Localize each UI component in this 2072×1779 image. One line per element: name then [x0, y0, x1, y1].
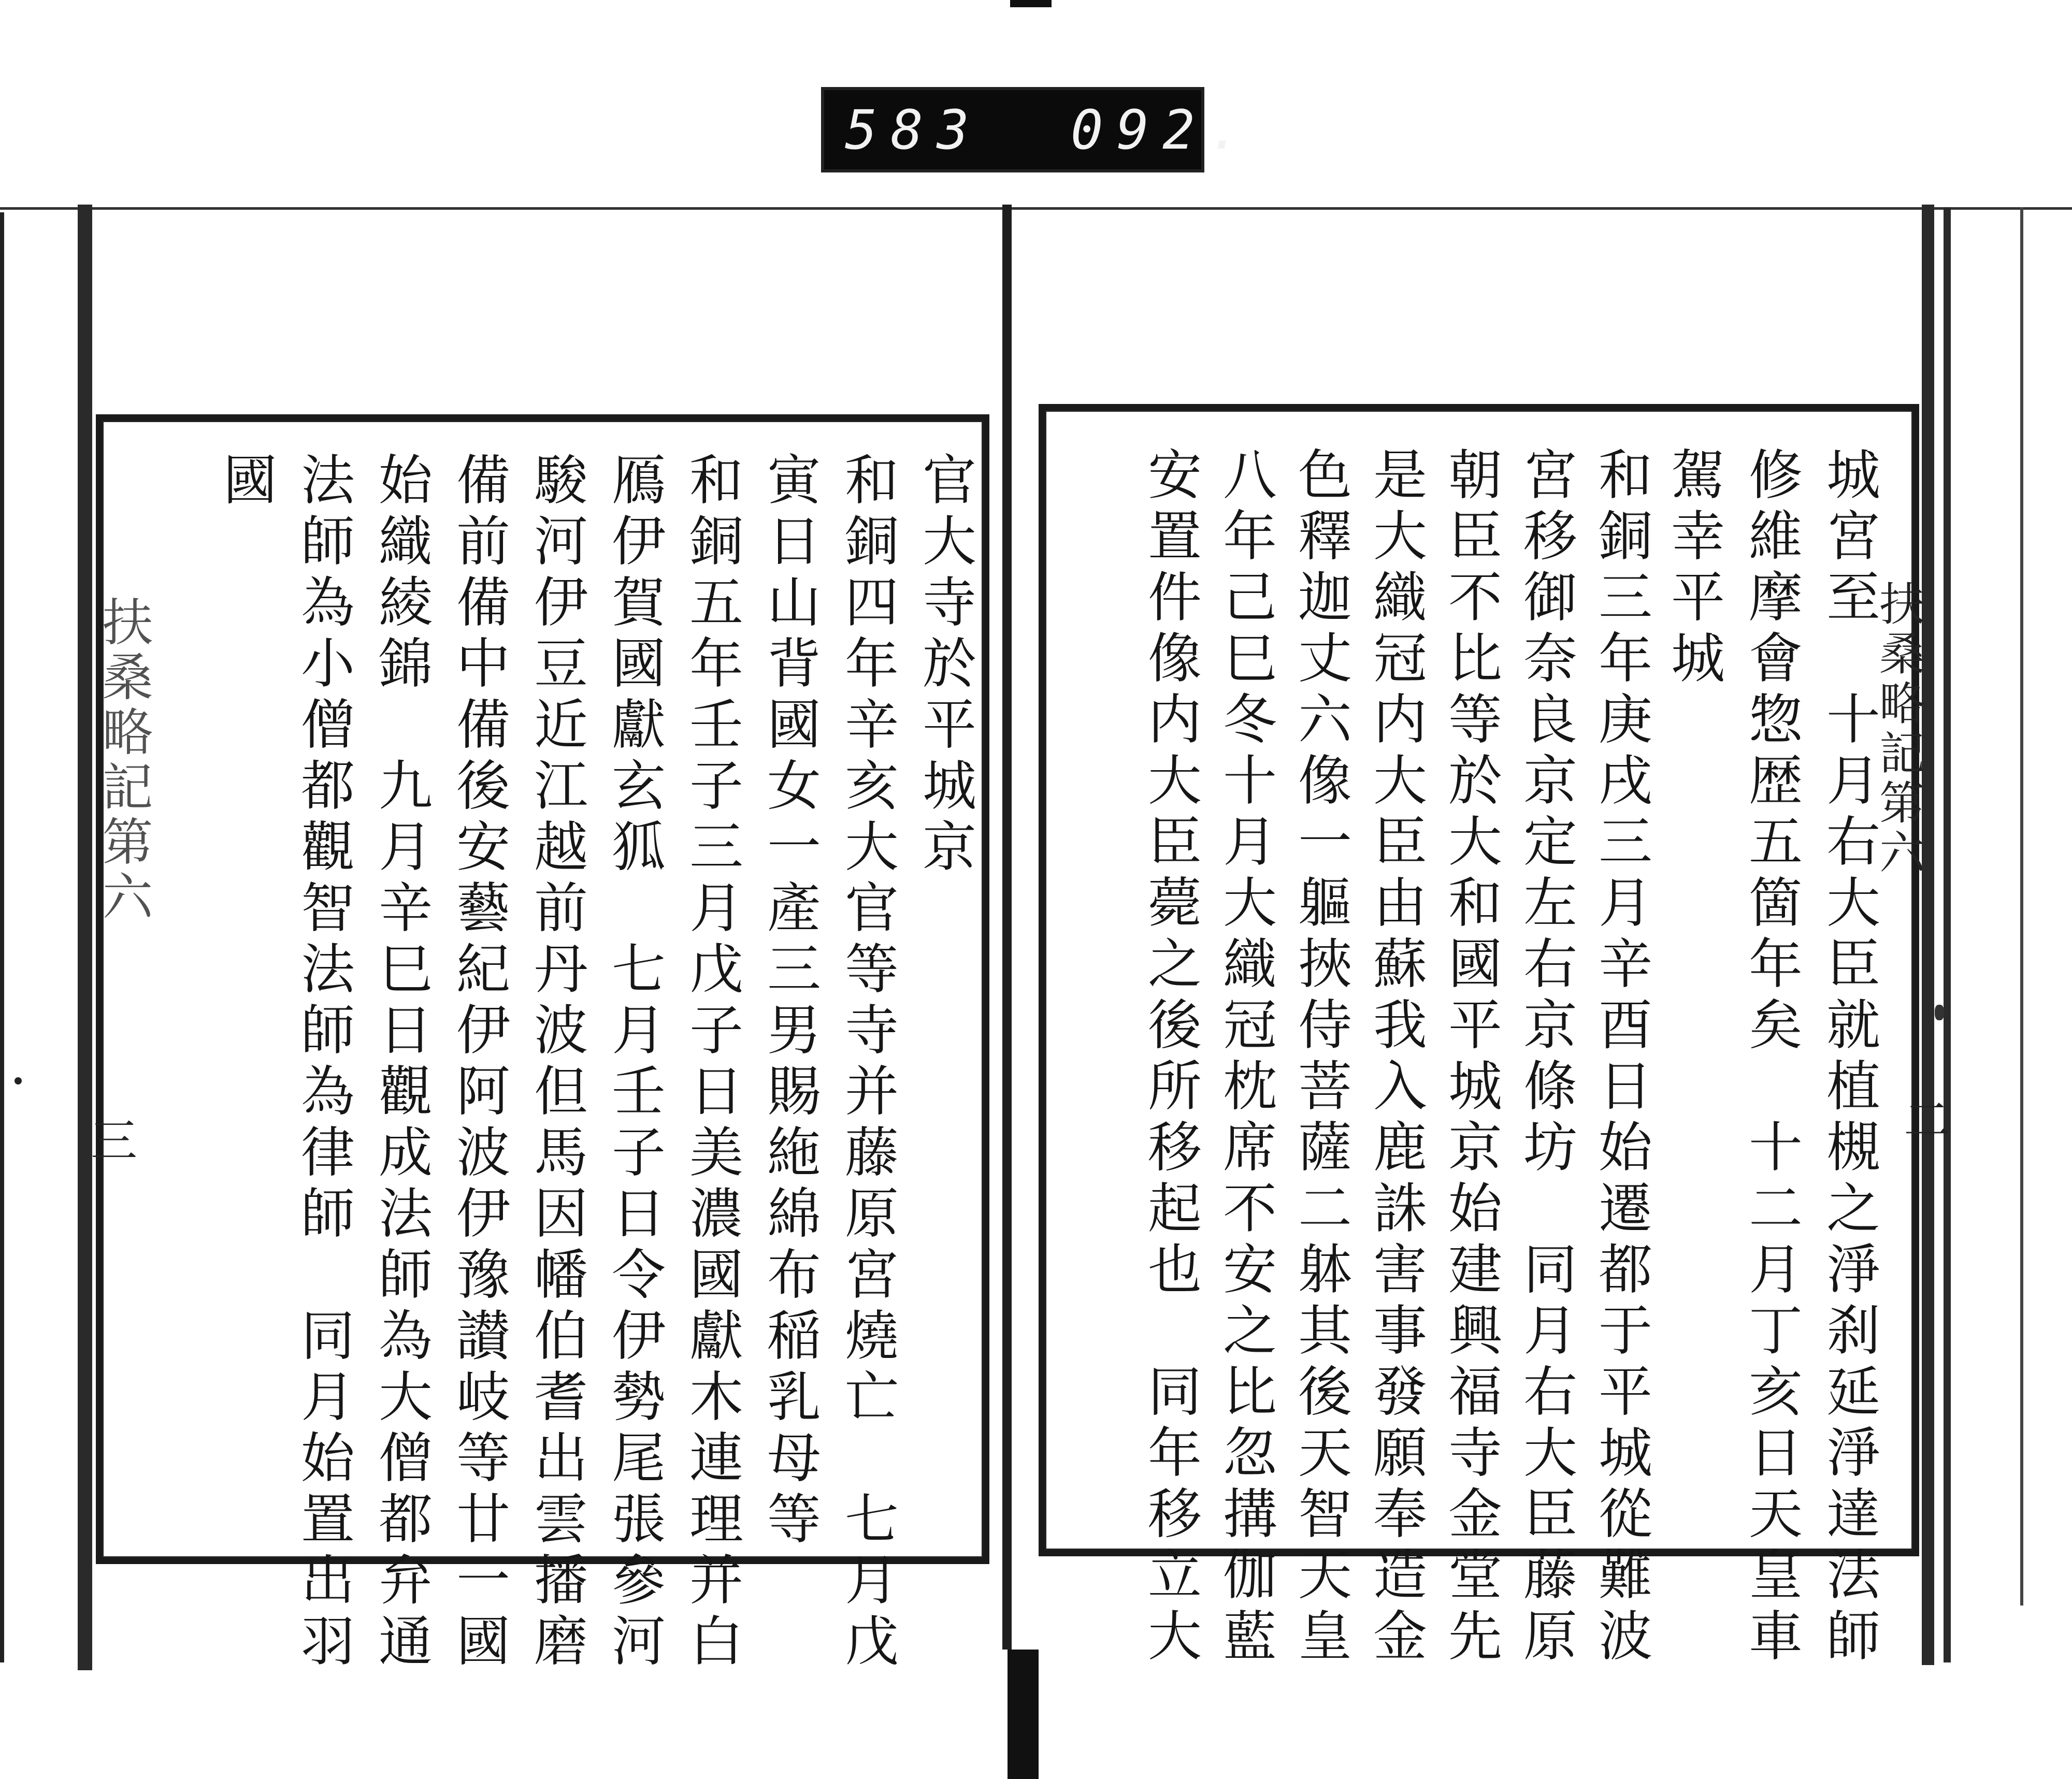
right-col-5: 宮移御奈良京定左右京條坊 同月右大臣藤原: [1514, 446, 1577, 1669]
center-fold-line: [1002, 205, 1012, 1650]
left-col-5: 鴈伊賀國獻玄狐 七月壬子日令伊勢尾張參河: [602, 452, 666, 1674]
right-col-8: 色釋迦丈六像一軀挾侍菩薩二躰其後天智天皇: [1289, 446, 1352, 1669]
right-gutter-title: 扶桑略記第六: [1872, 580, 1925, 878]
right-col-4: 和銅三年庚戌三月辛酉日始遷都于平城從難波: [1589, 446, 1652, 1669]
right-page-frame: [1039, 404, 1919, 1669]
right-col-10: 安置件像内大臣薨之後所移起也 同年移立大: [1139, 446, 1202, 1669]
left-book-edge: [78, 205, 92, 1670]
microfilm-label: [821, 87, 1255, 172]
right-col-3: 駕幸平城: [1662, 446, 1725, 691]
left-col-10: 國: [214, 452, 277, 513]
left-col-3: 寅日山背國女一產三男賜絁綿布稲乳母等: [758, 452, 821, 1552]
reel-number: 583: [845, 98, 983, 162]
right-book-edge-outer: [1944, 207, 1951, 1662]
right-col-7: 是大織冠内大臣由蘇我入鹿誅害事發願奉造金: [1364, 446, 1427, 1669]
right-col-6: 朝臣不比等於大和國平城京始建興福寺金堂先: [1439, 446, 1502, 1669]
speck: [1935, 1005, 1944, 1020]
left-scan-margin: [0, 212, 4, 1662]
right-col-2: 修維摩會惣歴五箇年矣 十二月丁亥日天皇車: [1739, 446, 1803, 1669]
frame-number: 092.: [1070, 98, 1255, 162]
left-col-4: 和銅五年壬子三月戊子日美濃國獻木連理并白: [680, 452, 743, 1674]
right-page-number: 二: [1904, 1093, 1950, 1148]
left-col-8: 始織綾錦 九月辛巳日觀成法師為大僧都弁通: [369, 452, 433, 1674]
left-col-7: 備前備中備後安藝紀伊阿波伊豫讃岐等廿一國: [447, 452, 510, 1674]
top-center-mark: [1010, 0, 1052, 7]
right-col-9: 八年己巳冬十月大織冠枕席不安之比忽搆伽藍: [1214, 446, 1277, 1669]
left-col-9: 法師為小僧都觀智法師為律師 同月始置出羽: [292, 452, 355, 1674]
left-col-1: 官大寺於平城京: [913, 452, 976, 879]
left-page-frame: [96, 414, 989, 1674]
right-col-1: 城宮至 十月右大臣就植槻之淨刹延淨達法師: [1817, 446, 1880, 1669]
speck: [15, 1077, 22, 1084]
left-col-2: 和銅四年辛亥大官等寺并藤原宮燒亡 七月戊: [836, 452, 899, 1674]
bottom-center-mark: [1008, 1650, 1039, 1779]
right-book-spine-thin: [2020, 207, 2023, 1606]
left-gutter-title: 扶桑略記第六: [94, 596, 153, 925]
left-col-6: 駿河伊豆近江越前丹波但馬因幡伯耆出雲播磨: [525, 452, 588, 1674]
scan-top-line: [0, 207, 2072, 210]
right-book-edge: [1922, 205, 1934, 1665]
left-page-number: 三: [91, 1114, 137, 1168]
